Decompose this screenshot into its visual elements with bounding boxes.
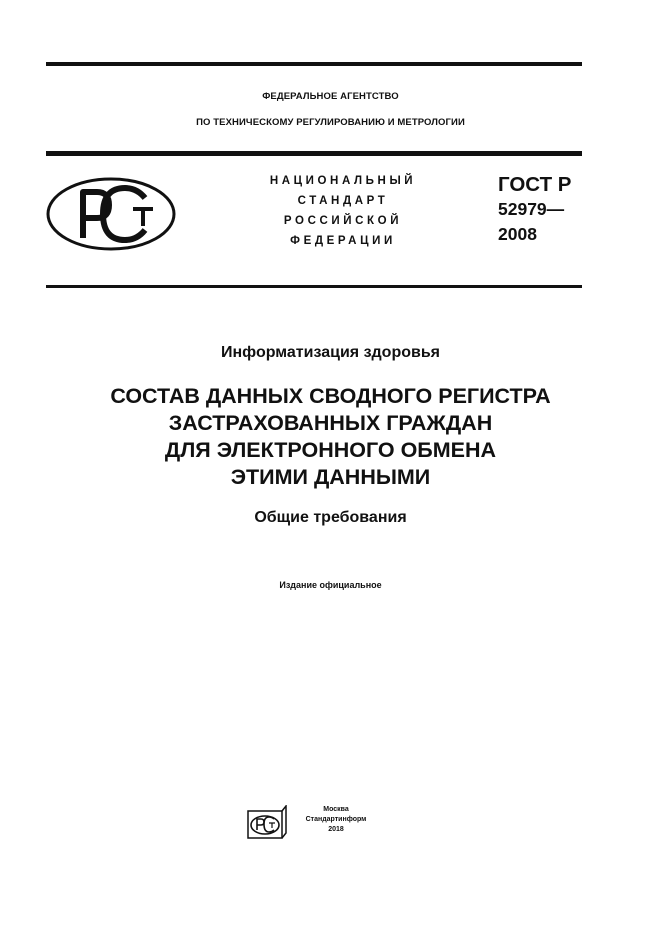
publisher-block xyxy=(296,805,376,835)
document-topic: Информатизация здоровья xyxy=(220,344,440,361)
gost-number: 52979— xyxy=(498,199,565,219)
top-rule xyxy=(46,62,582,66)
rst-certification-emblem-icon xyxy=(45,176,177,252)
national-line: РОССИЙСКОЙ xyxy=(283,215,403,227)
document-subtitle: Общие требования xyxy=(254,509,407,526)
national-line: СТАНДАРТ xyxy=(297,195,389,207)
title-line: ЭТИМИ ДАННЫМИ xyxy=(230,465,431,489)
header-rule xyxy=(46,151,582,156)
gost-designation xyxy=(498,172,571,247)
bottom-header-rule xyxy=(46,285,582,288)
title-line: ЗАСТРАХОВАННЫХ ГРАЖДАН xyxy=(168,411,493,435)
national-standard-label xyxy=(243,171,443,251)
gost-year: 2008 xyxy=(498,224,537,244)
agency-line-2: ПО ТЕХНИЧЕСКОМУ РЕГУЛИРОВАНИЮ И МЕТРОЛОГИИ xyxy=(196,117,465,128)
standartinform-logo-icon xyxy=(247,805,287,839)
national-line: ФЕДЕРАЦИИ xyxy=(290,235,396,247)
publisher-name: Стандартинформ xyxy=(305,816,367,823)
national-line: НАЦИОНАЛЬНЫЙ xyxy=(269,175,417,187)
document-title xyxy=(0,383,661,491)
agency-line-1: ФЕДЕРАЛЬНОЕ АГЕНТСТВО xyxy=(262,91,399,102)
publisher-city: Москва xyxy=(323,806,349,813)
edition-note: Издание официальное xyxy=(279,580,382,590)
title-line: СОСТАВ ДАННЫХ СВОДНОГО РЕГИСТРА xyxy=(110,384,551,408)
title-line: ДЛЯ ЭЛЕКТРОННОГО ОБМЕНА xyxy=(164,438,497,462)
gost-label: ГОСТ Р xyxy=(498,173,572,196)
publisher-year: 2018 xyxy=(328,826,344,833)
